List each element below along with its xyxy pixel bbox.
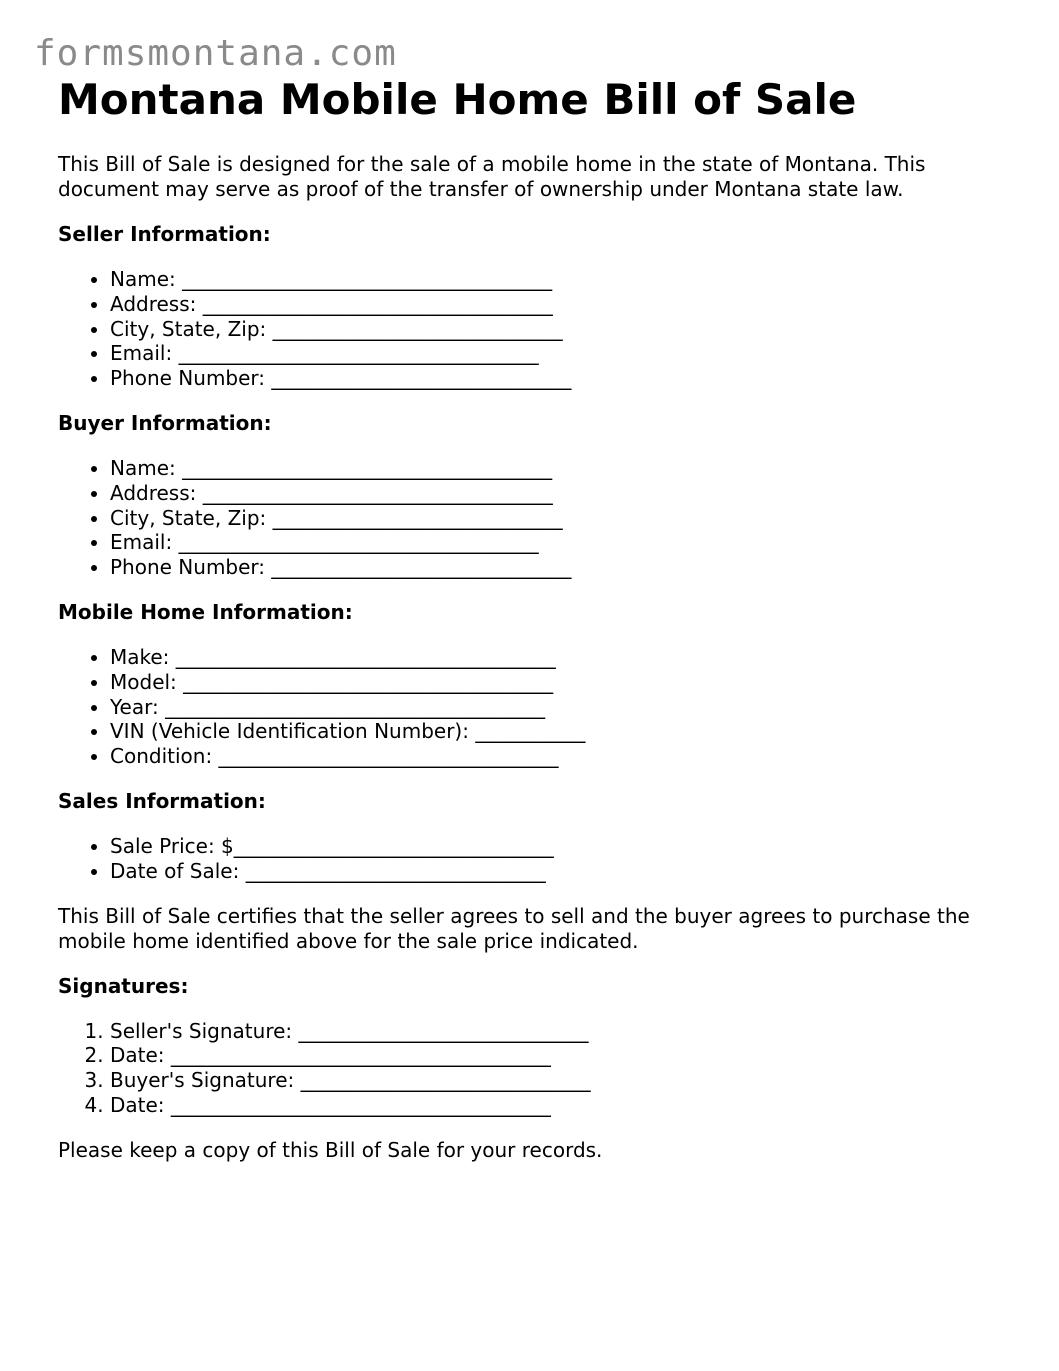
seller-name-field[interactable]: • Name: _____________________________________ xyxy=(110,267,1018,292)
sales-list xyxy=(58,834,1018,884)
page-title: Montana Mobile Home Bill of Sale xyxy=(58,75,857,124)
buyer-email-field[interactable]: • Email: ____________________________________ xyxy=(110,530,1018,555)
mobile-home-heading: Mobile Home Information: xyxy=(58,599,353,624)
seller-signature-field[interactable]: 1. Seller's Signature: _____________________________ xyxy=(110,1019,1018,1044)
buyer-signature-date-field[interactable]: 4. Date: ______________________________________ xyxy=(110,1093,1018,1118)
seller-phone-field[interactable]: • Phone Number: ______________________________ xyxy=(110,366,1018,391)
seller-heading: Seller Information: xyxy=(58,222,271,246)
buyer-city-state-zip-field[interactable]: • City, State, Zip: _____________________________ xyxy=(110,506,1018,531)
seller-address-field[interactable]: • Address: ___________________________________ xyxy=(110,292,1018,317)
home-year-field[interactable]: • Year: ______________________________________ xyxy=(110,695,1018,720)
seller-list xyxy=(58,267,1018,391)
watermark: formsmontana.com xyxy=(34,33,397,74)
home-make-field[interactable]: • Make: ______________________________________ xyxy=(110,645,1018,670)
signatures-list xyxy=(58,1019,1018,1118)
intro-paragraph: This Bill of Sale is designed for the sale of a mobile home in the state of Montana. This document may serve as proof of the transfer of ownership under Montana state law. xyxy=(58,152,926,201)
home-model-field[interactable]: • Model: _____________________________________ xyxy=(110,670,1018,695)
seller-email-field[interactable]: • Email: ____________________________________ xyxy=(110,341,1018,366)
buyer-signature-field[interactable]: 3. Buyer's Signature: _____________________________ xyxy=(110,1068,1018,1093)
seller-signature-date-field[interactable]: 2. Date: ______________________________________ xyxy=(110,1043,1018,1068)
document xyxy=(58,74,1018,1163)
sale-date-field[interactable]: • Date of Sale: ______________________________ xyxy=(110,859,1018,884)
buyer-heading: Buyer Information: xyxy=(58,410,272,435)
signatures-heading: Signatures: xyxy=(58,973,189,998)
mobile-home-list xyxy=(58,645,1018,769)
buyer-address-field[interactable]: • Address: ___________________________________ xyxy=(110,481,1018,506)
buyer-phone-field[interactable]: • Phone Number: ______________________________ xyxy=(110,555,1018,580)
sales-heading: Sales Information: xyxy=(58,788,266,813)
seller-city-state-zip-field[interactable]: • City, State, Zip: _____________________________ xyxy=(110,317,1018,342)
home-vin-field[interactable]: • VIN (Vehicle Identification Number): ___________ xyxy=(110,719,1018,744)
certification-paragraph: This Bill of Sale certifies that the seller agrees to sell and the buyer agrees to purchase the mobile home identified above for the sale price indicated. xyxy=(58,903,970,953)
sale-price-field[interactable]: • Sale Price: $________________________________ xyxy=(110,834,1018,859)
footer-note: Please keep a copy of this Bill of Sale for your records. xyxy=(58,1137,603,1162)
home-condition-field[interactable]: • Condition: __________________________________ xyxy=(110,744,1018,769)
buyer-name-field[interactable]: • Name: _____________________________________ xyxy=(110,456,1018,481)
buyer-list xyxy=(58,456,1018,580)
